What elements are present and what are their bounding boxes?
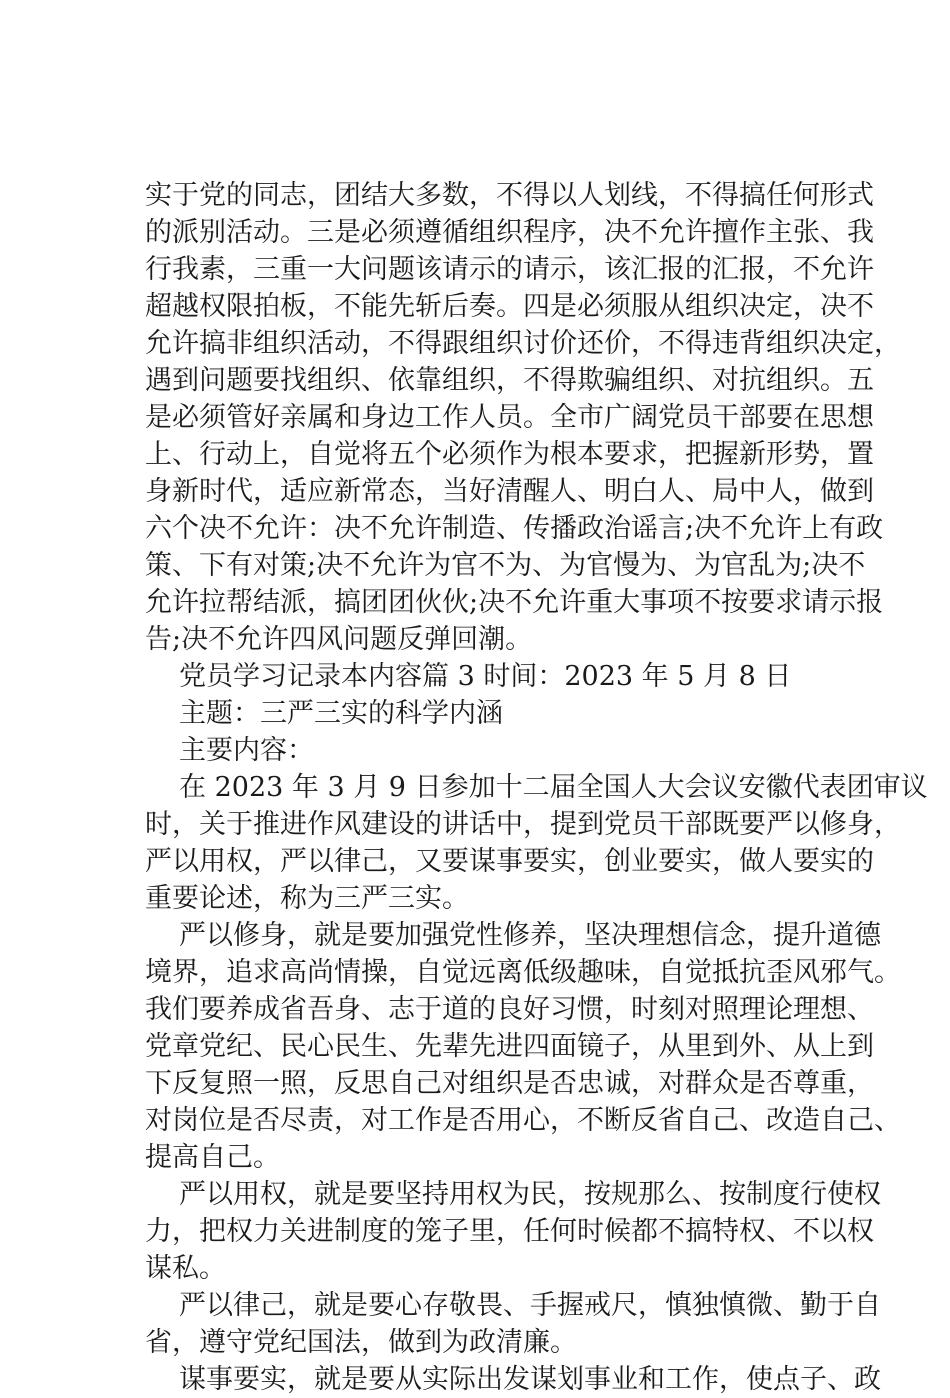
text-line: 我们要养成省吾身、志于道的良好习惯，时刻对照理论理想、 <box>145 994 874 1025</box>
text-line: 遇到问题要找组织、依靠组织，不得欺骗组织、对抗组织。五 <box>145 365 874 396</box>
text-line: 行我素，三重一大问题该请示的请示，该汇报的汇报，不允许 <box>145 254 874 285</box>
text-line: 允许搞非组织活动，不得跟组织讨价还价，不得违背组织决定， <box>145 328 901 359</box>
text-line: 策、下有对策;决不允许为官不为、为官慢为、为官乱为;决不 <box>145 550 866 581</box>
text-line: 六个决不允许：决不允许制造、传播政治谣言;决不允许上有政 <box>145 513 884 544</box>
text-line: 谋私。 <box>145 1253 226 1284</box>
text-line: 时，关于推进作风建设的讲话中，提到党员干部既要严以修身， <box>145 809 901 840</box>
topic-line: 主题：三严三实的科学内涵 <box>179 698 503 729</box>
paragraph-first-line: 在 2023 年 3 月 9 日参加十二届全国人大会议安徽代表团审议 <box>179 772 928 803</box>
text-line: 重要论述，称为三严三实。 <box>145 883 469 914</box>
paragraph-first-line: 严以律己，就是要心存敬畏、手握戒尺，慎独慎微、勤于自 <box>179 1290 881 1321</box>
main-content-label: 主要内容： <box>179 735 314 766</box>
paragraph-first-line: 谋事要实，就是要从实际出发谋划事业和工作，使点子、政 <box>179 1364 881 1395</box>
text-line: 对岗位是否尽责，对工作是否用心，不断反省自己、改造自己、 <box>145 1105 901 1136</box>
section-heading: 党员学习记录本内容篇 3 时间：2023 年 5 月 8 日 <box>179 661 792 692</box>
text-line: 境界，追求高尚情操，自觉远离低级趣味，自觉抵抗歪风邪气。 <box>145 957 901 988</box>
text-line: 告;决不允许四风问题反弹回潮。 <box>145 624 533 655</box>
text-line: 实于党的同志，团结大多数，不得以人划线，不得搞任何形式 <box>145 180 874 211</box>
text-line: 提高自己。 <box>145 1142 280 1173</box>
text-line: 上、行动上，自觉将五个必须作为根本要求，把握新形势，置 <box>145 439 874 470</box>
text-line: 是必须管好亲属和身边工作人员。全市广阔党员干部要在思想 <box>145 402 874 433</box>
paragraph-first-line: 严以修身，就是要加强党性修养，坚决理想信念，提升道德 <box>179 920 881 951</box>
text-line: 超越权限拍板，不能先斩后奏。四是必须服从组织决定，决不 <box>145 291 874 322</box>
text-line: 省，遵守党纪国法，做到为政清廉。 <box>145 1327 577 1358</box>
text-line: 的派别活动。三是必须遵循组织程序，决不允许擅作主张、我 <box>145 217 874 248</box>
paragraph-first-line: 严以用权，就是要坚持用权为民，按规那么、按制度行使权 <box>179 1179 881 1210</box>
text-line: 身新时代，适应新常态，当好清醒人、明白人、局中人，做到 <box>145 476 874 507</box>
text-line: 允许拉帮结派，搞团团伙伙;决不允许重大事项不按要求请示报 <box>145 587 884 618</box>
text-line: 下反复照一照，反思自己对组织是否忠诚，对群众是否尊重， <box>145 1068 874 1099</box>
text-line: 党章党纪、民心民生、先辈先进四面镜子，从里到外、从上到 <box>145 1031 874 1062</box>
text-line: 力，把权力关进制度的笼子里，任何时候都不搞特权、不以权 <box>145 1216 874 1247</box>
text-line: 严以用权，严以律己，又要谋事要实，创业要实，做人要实的 <box>145 846 874 877</box>
